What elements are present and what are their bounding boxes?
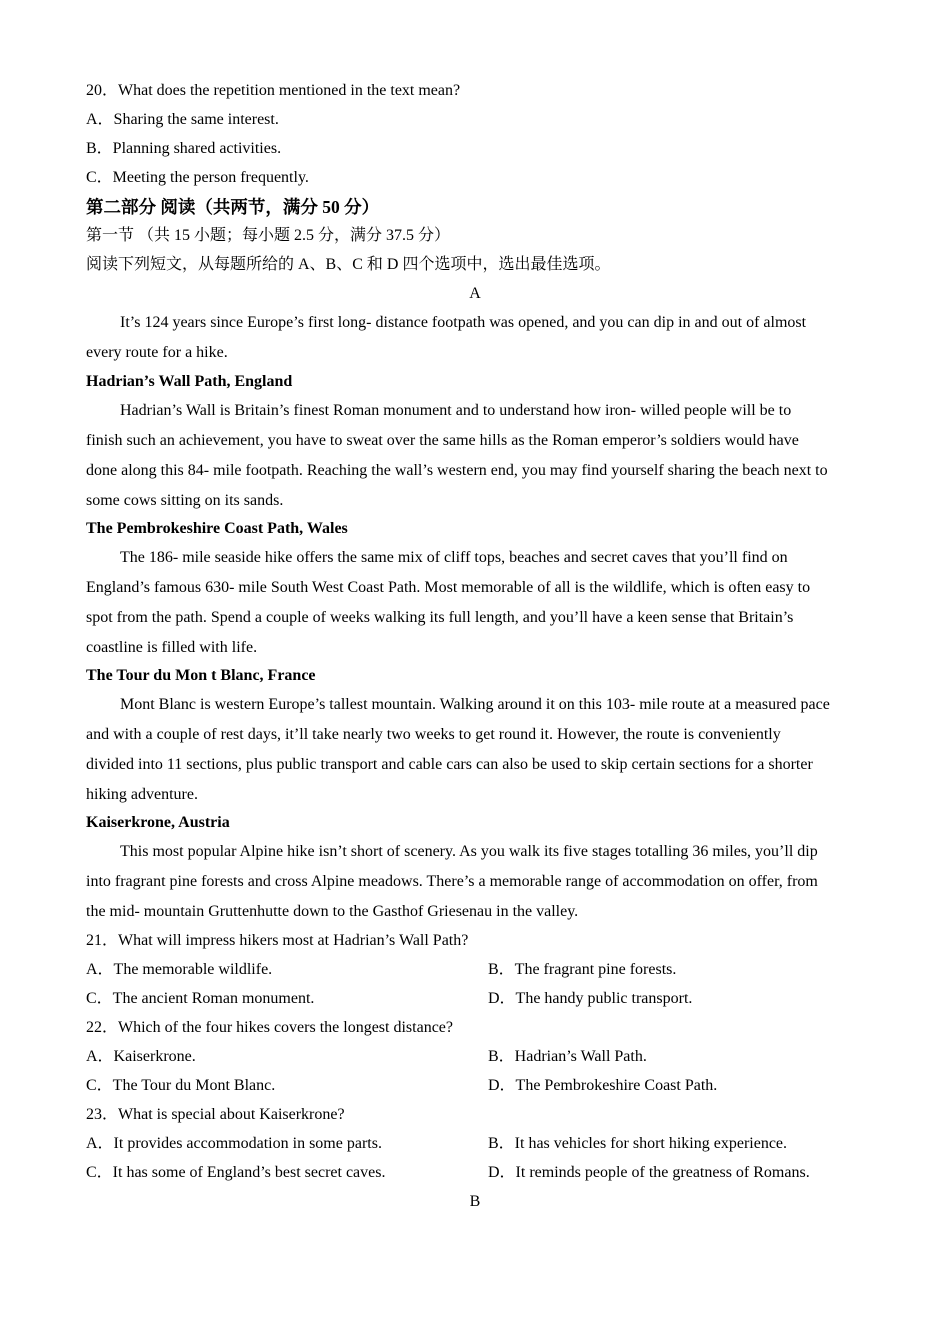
q21-option-d: D．The handy public transport. (488, 990, 693, 1007)
q23-option-b: B．It has vehicles for short hiking experience. (488, 1135, 788, 1152)
section-title-kaiserkrone: Kaiserkrone, Austria (86, 814, 230, 831)
paragraph-line: This most popular Alpine hike isn’t short of scenery. As you walk its five stages totalling 36 miles, you’ll dip (120, 843, 818, 860)
q22-option-a: A．Kaiserkrone. (86, 1048, 196, 1065)
paragraph-line: done along this 84- mile footpath. Reaching the wall’s western end, you may find yourself sharing the beach next to (86, 462, 828, 479)
paragraph-line: finish such an achievement, you have to sweat over the same hills as the Roman emperor’s soldiers would have (86, 432, 799, 449)
q23-option-a: A．It provides accommodation in some parts. (86, 1135, 382, 1152)
q21-option-b: B．The fragrant pine forests. (488, 961, 677, 978)
q21-option-a: A．The memorable wildlife. (86, 961, 273, 978)
paragraph-line: divided into 11 sections, plus public transport and cable cars can also be used to skip certain sections for a shorter (86, 756, 813, 773)
q20-option-c: C．Meeting the person frequently. (86, 169, 309, 186)
q23-option-d: D．It reminds people of the greatness of Romans. (488, 1164, 810, 1181)
reading-instruction: 阅读下列短文，从每题所给的 A、B、C 和 D 四个选项中，选出最佳选项。 (86, 256, 611, 273)
q22-option-b: B．Hadrian’s Wall Path. (488, 1048, 647, 1065)
q22-option-c: C．The Tour du Mont Blanc. (86, 1077, 276, 1094)
paragraph-line: hiking adventure. (86, 786, 198, 803)
paragraph-line: coastline is filled with life. (86, 639, 258, 656)
q22-option-d: D．The Pembrokeshire Coast Path. (488, 1077, 718, 1094)
paragraph-line: into fragrant pine forests and cross Alpine meadows. There’s a memorable range of accommodation on offer, from (86, 873, 818, 890)
paragraph-line: the mid- mountain Gruttenhutte down to the Gasthof Griesenau in the valley. (86, 903, 579, 920)
q23-option-c: C．It has some of England’s best secret caves. (86, 1164, 386, 1181)
section-title-pembrokeshire: The Pembrokeshire Coast Path, Wales (86, 520, 348, 537)
paragraph-line: The 186- mile seaside hike offers the same mix of cliff tops, beaches and secret caves that you’ll find on (120, 549, 788, 566)
q21-option-c: C．The ancient Roman monument. (86, 990, 315, 1007)
q20-stem: 20．What does the repetition mentioned in the text mean? (86, 82, 461, 99)
section-title-mont-blanc: The Tour du Mon t Blanc, France (86, 667, 316, 684)
paragraph-line: spot from the path. Spend a couple of weeks walking its full length, and you’ll have a keen sense that Britain’s (86, 609, 794, 626)
intro-line-2: every route for a hike. (86, 344, 228, 361)
paragraph-line: England’s famous 630- mile South West Coast Path. Most memorable of all is the wildlife, which is often easy to (86, 579, 811, 596)
section-title-hadrian: Hadrian’s Wall Path, England (86, 373, 293, 390)
paragraph-line: some cows sitting on its sands. (86, 492, 284, 509)
passage-b-label: B (469, 1193, 481, 1210)
q20-option-a: A．Sharing the same interest. (86, 111, 279, 128)
paragraph-line: Hadrian’s Wall is Britain’s finest Roman monument and to understand how iron- willed people will be to (120, 402, 792, 419)
paragraph-line: and with a couple of rest days, it’ll take nearly two weeks to get round it. However, the route is conveniently (86, 726, 781, 743)
q20-option-b: B．Planning shared activities. (86, 140, 282, 157)
q23-stem: 23．What is special about Kaiserkrone? (86, 1106, 345, 1123)
q22-stem: 22．Which of the four hikes covers the longest distance? (86, 1019, 454, 1036)
part2-heading: 第二部分 阅读（共两节，满分 50 分） (86, 197, 380, 217)
paragraph-line: Mont Blanc is western Europe’s tallest mountain. Walking around it on this 103- mile route at a measured pace (120, 696, 830, 713)
section1-heading: 第一节 （共 15 小题；每小题 2.5 分，满分 37.5 分） (86, 227, 451, 244)
passage-a-label: A (469, 285, 481, 302)
q21-stem: 21．What will impress hikers most at Hadrian’s Wall Path? (86, 932, 469, 949)
intro-line-1: It’s 124 years since Europe’s first long- distance footpath was opened, and you can dip in and out of almost (120, 314, 807, 331)
